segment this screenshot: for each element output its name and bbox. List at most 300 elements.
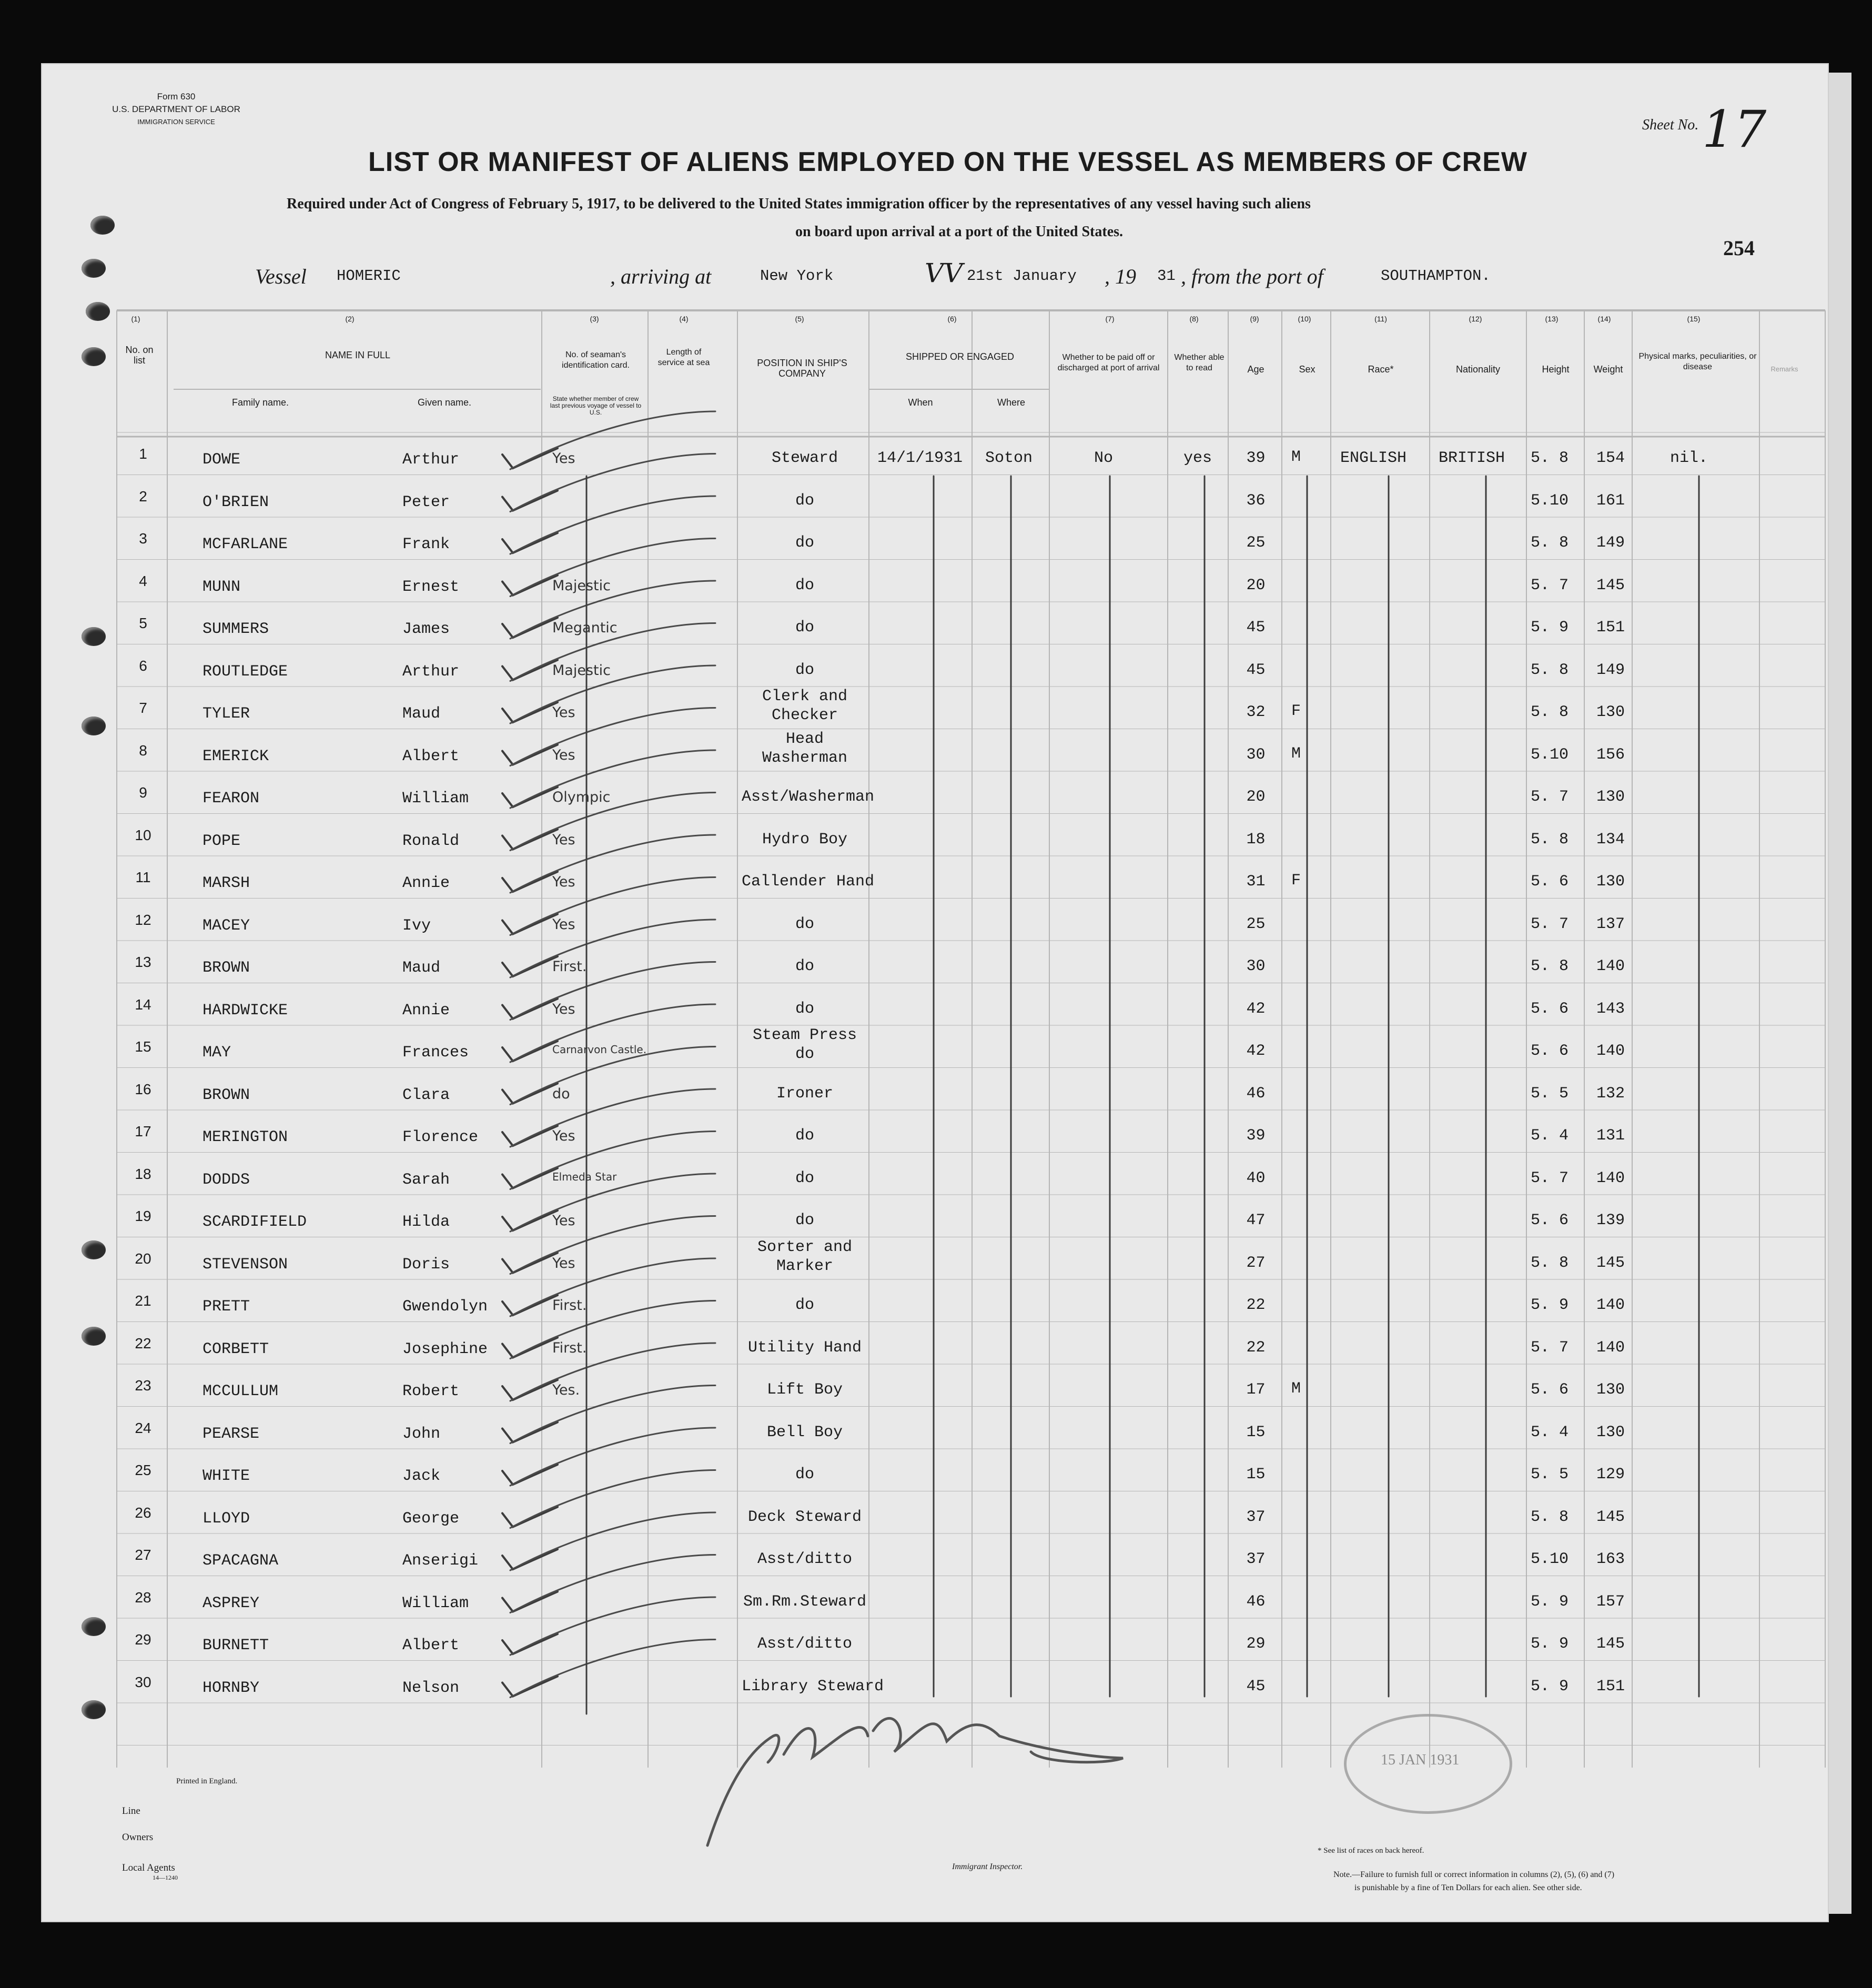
age: 17 xyxy=(1246,1381,1266,1399)
row-number: 1 xyxy=(139,446,147,462)
age: 25 xyxy=(1246,534,1266,552)
given-name: Doris xyxy=(402,1255,450,1274)
form-code: 14—1240 xyxy=(153,1874,178,1881)
family-name: MCFARLANE xyxy=(203,536,288,553)
position: Washerman xyxy=(762,749,848,767)
position: do xyxy=(795,1045,814,1063)
family-name: BROWN xyxy=(203,1086,250,1104)
family-name: LLOYD xyxy=(203,1509,250,1528)
penalty-note-line1: Note.—Failure to furnish full or correct information in columns (2), (5), (6) and (7) xyxy=(1333,1870,1615,1879)
family-name: PEARSE xyxy=(203,1425,260,1443)
form-id-block xyxy=(100,90,252,128)
height: 5. 7 xyxy=(1531,1169,1569,1187)
given-name: George xyxy=(402,1509,460,1528)
given-name: Robert xyxy=(402,1382,460,1400)
row-number: 24 xyxy=(135,1419,151,1436)
family-name: DOWE xyxy=(203,451,241,469)
col-nationality: Nationality xyxy=(1455,364,1501,375)
weight: 129 xyxy=(1596,1466,1625,1484)
weight: 157 xyxy=(1596,1592,1625,1611)
position: Checker xyxy=(771,707,838,724)
family-name: SUMMERS xyxy=(203,620,269,638)
col-length-service: Length of service at sea xyxy=(657,348,710,367)
row-number: 23 xyxy=(135,1377,151,1394)
height: 5. 8 xyxy=(1531,1508,1569,1526)
given-name: Josephine xyxy=(402,1340,488,1358)
col-height: Height xyxy=(1542,364,1570,375)
height: 5.10 xyxy=(1531,1550,1569,1568)
seaman-card-status: Majestic xyxy=(552,577,611,594)
age: 39 xyxy=(1246,1127,1266,1145)
family-name: FEARON xyxy=(203,790,260,808)
owners-label: Owners xyxy=(122,1832,154,1843)
able-to-read: yes xyxy=(1183,449,1212,467)
given-name: Albert xyxy=(402,1637,460,1654)
col-position: POSITION IN SHIP'S COMPANY xyxy=(757,358,847,379)
given-name: Ivy xyxy=(402,916,431,935)
seaman-card-status: Yes xyxy=(552,874,575,890)
position: Library Steward xyxy=(742,1677,884,1696)
subtitle-line2: on board upon arrival at a port of the United States. xyxy=(795,224,1124,240)
arrival-year: 31 xyxy=(1157,267,1176,285)
given-name: James xyxy=(402,620,450,638)
position: do xyxy=(795,661,814,679)
weight: 132 xyxy=(1596,1084,1625,1103)
height: 5. 9 xyxy=(1531,619,1569,637)
seaman-card-status: Elmeda Star xyxy=(552,1170,617,1183)
position: do xyxy=(795,957,814,975)
age: 15 xyxy=(1246,1466,1266,1484)
given-name: Frances xyxy=(402,1044,469,1062)
column-number: (2) xyxy=(345,315,355,323)
family-name: PRETT xyxy=(203,1298,250,1316)
col-seaman-card: No. of seaman's identification card. xyxy=(562,350,630,370)
page-title: LIST OR MANIFEST OF ALIENS EMPLOYED ON THE VESSEL AS MEMBERS OF CREW xyxy=(368,147,1527,177)
col-physical: Physical marks, peculiarities, or disease xyxy=(1638,352,1757,371)
height: 5. 9 xyxy=(1531,1677,1569,1696)
age: 45 xyxy=(1246,619,1266,637)
given-name: Annie xyxy=(402,874,450,892)
height: 5. 9 xyxy=(1531,1635,1569,1653)
row-number: 6 xyxy=(139,657,147,674)
form-number: Form 630 xyxy=(157,92,196,102)
family-name: TYLER xyxy=(203,705,250,723)
weight: 131 xyxy=(1596,1127,1625,1145)
position: Marker xyxy=(776,1257,834,1275)
seaman-card-status: Yes xyxy=(552,831,575,848)
seaman-card-status: First. xyxy=(552,958,587,975)
column-number: (12) xyxy=(1469,315,1482,323)
seaman-card-status: Yes xyxy=(552,450,575,467)
row-number: 29 xyxy=(135,1631,151,1648)
column-number: (15) xyxy=(1687,315,1701,323)
row-number: 15 xyxy=(135,1038,151,1055)
position: Clerk and xyxy=(762,688,848,705)
col-seaman-card-note: State whether member of crew last previous voyage of vessel to U.S. xyxy=(550,395,642,416)
height: 5. 9 xyxy=(1531,1592,1569,1611)
family-name: ROUTLEDGE xyxy=(203,662,288,681)
shipped-where: Soton xyxy=(985,449,1033,467)
position: do xyxy=(795,915,814,933)
row-number: 30 xyxy=(135,1673,151,1690)
row-number: 22 xyxy=(135,1335,151,1351)
age: 45 xyxy=(1246,661,1266,679)
weight: 139 xyxy=(1596,1212,1625,1229)
family-name: MAY xyxy=(203,1044,231,1062)
family-name: BURNETT xyxy=(203,1637,269,1654)
height: 5. 7 xyxy=(1531,915,1569,933)
row-number: 26 xyxy=(135,1504,151,1521)
given-name: Jack xyxy=(402,1467,441,1485)
sex: M xyxy=(1291,448,1301,466)
sheet-number: 17 xyxy=(1702,100,1767,159)
height: 5. 4 xyxy=(1531,1423,1569,1441)
given-name: Ronald xyxy=(402,832,460,850)
printed-in: Printed in England. xyxy=(176,1777,238,1785)
arriving-label: , arriving at xyxy=(610,265,712,288)
given-name: Gwendolyn xyxy=(402,1298,488,1316)
row-number: 4 xyxy=(139,572,147,589)
race: ENGLISH xyxy=(1340,449,1407,467)
col-name-in-full: NAME IN FULL xyxy=(325,350,391,360)
height: 5.10 xyxy=(1531,745,1569,764)
family-name: ASPREY xyxy=(203,1594,260,1612)
column-number: (11) xyxy=(1374,315,1387,323)
position: Sm.Rm.Steward xyxy=(743,1592,867,1611)
given-name: Arthur xyxy=(402,662,460,681)
weight: 134 xyxy=(1596,830,1625,849)
age: 46 xyxy=(1246,1084,1266,1103)
column-number: (4) xyxy=(679,315,689,323)
family-name: O'BRIEN xyxy=(203,493,269,511)
given-name: Florence xyxy=(402,1128,479,1146)
family-name: HARDWICKE xyxy=(203,1001,288,1020)
column-number: (8) xyxy=(1189,315,1199,323)
family-name: SCARDIFIELD xyxy=(203,1213,307,1231)
height: 5. 7 xyxy=(1531,1338,1569,1357)
weight: 130 xyxy=(1596,873,1625,891)
position: Bell Boy xyxy=(766,1423,843,1441)
age: 22 xyxy=(1246,1338,1266,1357)
local-agents-label: Local Agents xyxy=(122,1862,175,1873)
shipped-when: 14/1/1931 xyxy=(877,449,963,467)
column-number: (10) xyxy=(1298,315,1311,323)
seaman-card-status: Megantic xyxy=(552,620,618,636)
family-name: POPE xyxy=(203,832,241,850)
family-name: BROWN xyxy=(203,959,250,977)
col-when: When xyxy=(908,397,933,408)
position: Head xyxy=(785,730,824,748)
sex: M xyxy=(1291,1380,1301,1398)
position: do xyxy=(795,1296,814,1314)
family-name: SPACAGNA xyxy=(203,1552,279,1570)
weight: 140 xyxy=(1596,1169,1625,1187)
age: 37 xyxy=(1246,1550,1266,1568)
position: Steam Press xyxy=(752,1026,857,1044)
year-prefix: , 19 xyxy=(1105,265,1136,288)
family-name: HORNBY xyxy=(203,1679,260,1697)
family-name: DODDS xyxy=(203,1170,250,1189)
position: Utility Hand xyxy=(747,1338,862,1357)
position: do xyxy=(795,534,814,552)
age: 18 xyxy=(1246,830,1266,849)
position: Sorter and xyxy=(757,1238,853,1256)
weight: 163 xyxy=(1596,1550,1625,1568)
seaman-card-status: do xyxy=(552,1085,570,1102)
family-name: MARSH xyxy=(203,874,250,892)
row-number: 8 xyxy=(139,742,147,759)
given-name: Hilda xyxy=(402,1213,450,1231)
age: 20 xyxy=(1246,788,1266,806)
weight: 161 xyxy=(1596,491,1625,510)
weight: 137 xyxy=(1596,915,1625,933)
stamp-number: 254 xyxy=(1723,236,1755,260)
age: 25 xyxy=(1246,915,1266,933)
sex: F xyxy=(1291,702,1301,720)
family-name: MERINGTON xyxy=(203,1128,288,1146)
age: 47 xyxy=(1246,1212,1266,1229)
position: Asst/ditto xyxy=(757,1550,853,1568)
col-shipped: SHIPPED OR ENGAGED xyxy=(905,351,1015,362)
age: 37 xyxy=(1246,1508,1266,1526)
vessel-name: HOMERIC xyxy=(337,267,401,285)
column-number: (9) xyxy=(1250,315,1259,323)
given-name: Ernest xyxy=(402,578,460,596)
row-number: 20 xyxy=(135,1250,151,1267)
given-name: Albert xyxy=(402,747,460,765)
subtitle-line1: Required under Act of Congress of February 5, 1917, to be delivered to the United States immigration officer by the representatives of any vessel having such aliens xyxy=(287,196,1311,212)
column-number: (6) xyxy=(947,315,957,323)
inspector-label: Immigrant Inspector. xyxy=(952,1862,1023,1871)
weight: 156 xyxy=(1596,745,1625,764)
age: 30 xyxy=(1246,957,1266,975)
given-name: William xyxy=(402,790,469,808)
seaman-card-status: Olympic xyxy=(552,789,611,805)
sex: F xyxy=(1291,872,1301,890)
line-label: Line xyxy=(122,1805,140,1817)
given-name: Sarah xyxy=(402,1170,450,1189)
date-mark: VV xyxy=(925,258,963,288)
col-remarks: Remarks xyxy=(1770,365,1798,373)
position: Hydro Boy xyxy=(762,830,848,849)
row-number: 11 xyxy=(135,869,151,885)
weight: 130 xyxy=(1596,788,1625,806)
given-name: Peter xyxy=(402,493,450,511)
col-able-read: Whether able to read xyxy=(1174,353,1225,372)
column-number: (7) xyxy=(1105,315,1115,323)
seaman-card-status: Yes xyxy=(552,1001,575,1017)
weight: 145 xyxy=(1596,576,1625,594)
position: do xyxy=(795,1169,814,1187)
family-name: MACEY xyxy=(203,916,250,935)
row-number: 27 xyxy=(135,1547,151,1563)
height: 5. 6 xyxy=(1531,873,1569,891)
row-number: 2 xyxy=(139,488,147,504)
position: Lift Boy xyxy=(766,1381,843,1399)
age: 15 xyxy=(1246,1423,1266,1441)
vessel-label: Vessel xyxy=(255,265,307,288)
given-name: Clara xyxy=(402,1086,450,1104)
height: 5. 6 xyxy=(1531,1000,1569,1018)
height: 5. 6 xyxy=(1531,1042,1569,1060)
physical-marks: nil. xyxy=(1670,449,1708,467)
family-name: EMERICK xyxy=(203,747,269,765)
row-number: 28 xyxy=(135,1589,151,1606)
age: 22 xyxy=(1246,1296,1266,1314)
row-number: 10 xyxy=(135,826,151,843)
col-family-name: Family name. xyxy=(231,397,289,408)
age: 42 xyxy=(1246,1000,1266,1018)
seaman-card-status: Carnarvon Castle. xyxy=(552,1043,647,1056)
row-number: 16 xyxy=(135,1081,151,1097)
age: 40 xyxy=(1246,1169,1266,1187)
stamp-date: 15 JAN 1931 xyxy=(1381,1752,1460,1768)
height: 5. 8 xyxy=(1531,534,1569,552)
position: Asst/ditto xyxy=(757,1635,853,1653)
row-number: 5 xyxy=(139,615,147,631)
weight: 130 xyxy=(1596,1381,1625,1399)
height: 5. 9 xyxy=(1531,1296,1569,1314)
seaman-card-status: Yes xyxy=(552,1255,575,1271)
family-name: MCCULLUM xyxy=(203,1382,279,1400)
col-weight: Weight xyxy=(1593,364,1623,375)
column-number: (14) xyxy=(1597,315,1611,323)
weight: 151 xyxy=(1596,1677,1625,1696)
given-name: Arthur xyxy=(402,451,460,469)
given-name: Frank xyxy=(402,536,450,553)
height: 5. 5 xyxy=(1531,1466,1569,1484)
weight: 140 xyxy=(1596,1338,1625,1357)
col-no-on-list: No. on list xyxy=(125,345,154,366)
departure-port: SOUTHAMPTON. xyxy=(1381,267,1491,285)
row-number: 9 xyxy=(139,784,147,801)
weight: 145 xyxy=(1596,1635,1625,1653)
weight: 140 xyxy=(1596,1296,1625,1314)
height: 5. 5 xyxy=(1531,1084,1569,1103)
column-number: (5) xyxy=(795,315,804,323)
department-name: U.S. DEPARTMENT OF LABOR xyxy=(112,104,240,114)
row-number: 25 xyxy=(135,1462,151,1478)
weight: 140 xyxy=(1596,957,1625,975)
weight: 130 xyxy=(1596,1423,1625,1441)
height: 5.10 xyxy=(1531,491,1569,510)
weight: 130 xyxy=(1596,703,1625,721)
weight: 149 xyxy=(1596,661,1625,679)
column-number: (1) xyxy=(131,315,140,323)
position: Callender Hand xyxy=(742,873,875,891)
seaman-card-status: Yes xyxy=(552,746,575,763)
age: 46 xyxy=(1246,1592,1266,1611)
height: 5. 4 xyxy=(1531,1127,1569,1145)
given-name: Anserigi xyxy=(402,1552,479,1570)
position: Deck Steward xyxy=(747,1508,862,1526)
races-note: * See list of races on back hereof. xyxy=(1318,1846,1424,1855)
position: do xyxy=(795,1466,814,1484)
position: do xyxy=(795,619,814,637)
seaman-card-status: First. xyxy=(552,1339,587,1356)
age: 36 xyxy=(1246,491,1266,510)
paid-off: No xyxy=(1094,449,1114,467)
seaman-card-status: First. xyxy=(552,1297,587,1314)
arriving-port: New York xyxy=(760,267,834,285)
row-number: 12 xyxy=(135,911,151,928)
height: 5. 8 xyxy=(1531,449,1569,467)
age: 31 xyxy=(1246,873,1266,891)
row-number: 13 xyxy=(135,954,151,970)
position: do xyxy=(795,1212,814,1229)
given-name: Nelson xyxy=(402,1679,460,1697)
seaman-card-status: Yes xyxy=(552,916,575,933)
age: 20 xyxy=(1246,576,1266,594)
row-number: 21 xyxy=(135,1293,151,1309)
seaman-card-status: Majestic xyxy=(552,662,611,679)
col-sex: Sex xyxy=(1299,364,1316,375)
seaman-card-status: Yes. xyxy=(552,1382,580,1398)
position: do xyxy=(795,576,814,594)
col-given-name: Given name. xyxy=(417,397,472,408)
height: 5. 8 xyxy=(1531,1254,1569,1272)
given-name: William xyxy=(402,1594,469,1612)
family-name: CORBETT xyxy=(203,1340,269,1358)
family-name: WHITE xyxy=(203,1467,250,1485)
col-paid-off: Whether to be paid off or discharged at port of arrival xyxy=(1057,353,1160,372)
position: do xyxy=(795,491,814,510)
weight: 149 xyxy=(1596,534,1625,552)
row-number: 14 xyxy=(135,996,151,1013)
from-label: , from the port of xyxy=(1181,265,1323,288)
age: 30 xyxy=(1246,745,1266,764)
age: 45 xyxy=(1246,1677,1266,1696)
sheet-label: Sheet No. xyxy=(1642,117,1699,133)
height: 5. 8 xyxy=(1531,703,1569,721)
position: Asst/Washerman xyxy=(742,788,875,806)
age: 39 xyxy=(1246,449,1266,467)
age: 42 xyxy=(1246,1042,1266,1060)
weight: 145 xyxy=(1596,1508,1625,1526)
weight: 143 xyxy=(1596,1000,1625,1018)
weight: 140 xyxy=(1596,1042,1625,1060)
weight: 145 xyxy=(1596,1254,1625,1272)
family-name: MUNN xyxy=(203,578,241,596)
position: do xyxy=(795,1000,814,1018)
given-name: Annie xyxy=(402,1001,450,1020)
row-number: 19 xyxy=(135,1208,151,1224)
nationality: BRITISH xyxy=(1439,449,1505,467)
height: 5. 8 xyxy=(1531,957,1569,975)
col-race: Race* xyxy=(1368,364,1394,375)
column-number: (13) xyxy=(1545,315,1559,323)
family-name: STEVENSON xyxy=(203,1255,288,1274)
arrival-date: 21st January xyxy=(967,267,1077,285)
position: Steward xyxy=(771,449,838,467)
age: 29 xyxy=(1246,1635,1266,1653)
given-name: Maud xyxy=(402,705,441,723)
col-where: Where xyxy=(997,397,1025,408)
height: 5. 6 xyxy=(1531,1381,1569,1399)
given-name: Maud xyxy=(402,959,441,977)
row-number: 7 xyxy=(139,700,147,716)
column-number: (3) xyxy=(590,315,599,323)
age: 32 xyxy=(1246,703,1266,721)
sex: M xyxy=(1291,744,1301,763)
height: 5. 7 xyxy=(1531,576,1569,594)
row-number: 17 xyxy=(135,1123,151,1139)
age: 27 xyxy=(1246,1254,1266,1272)
service-name: IMMIGRATION SERVICE xyxy=(137,118,215,126)
position: do xyxy=(795,1127,814,1145)
seaman-card-status: Yes xyxy=(552,1128,575,1144)
position: Ironer xyxy=(776,1084,834,1103)
